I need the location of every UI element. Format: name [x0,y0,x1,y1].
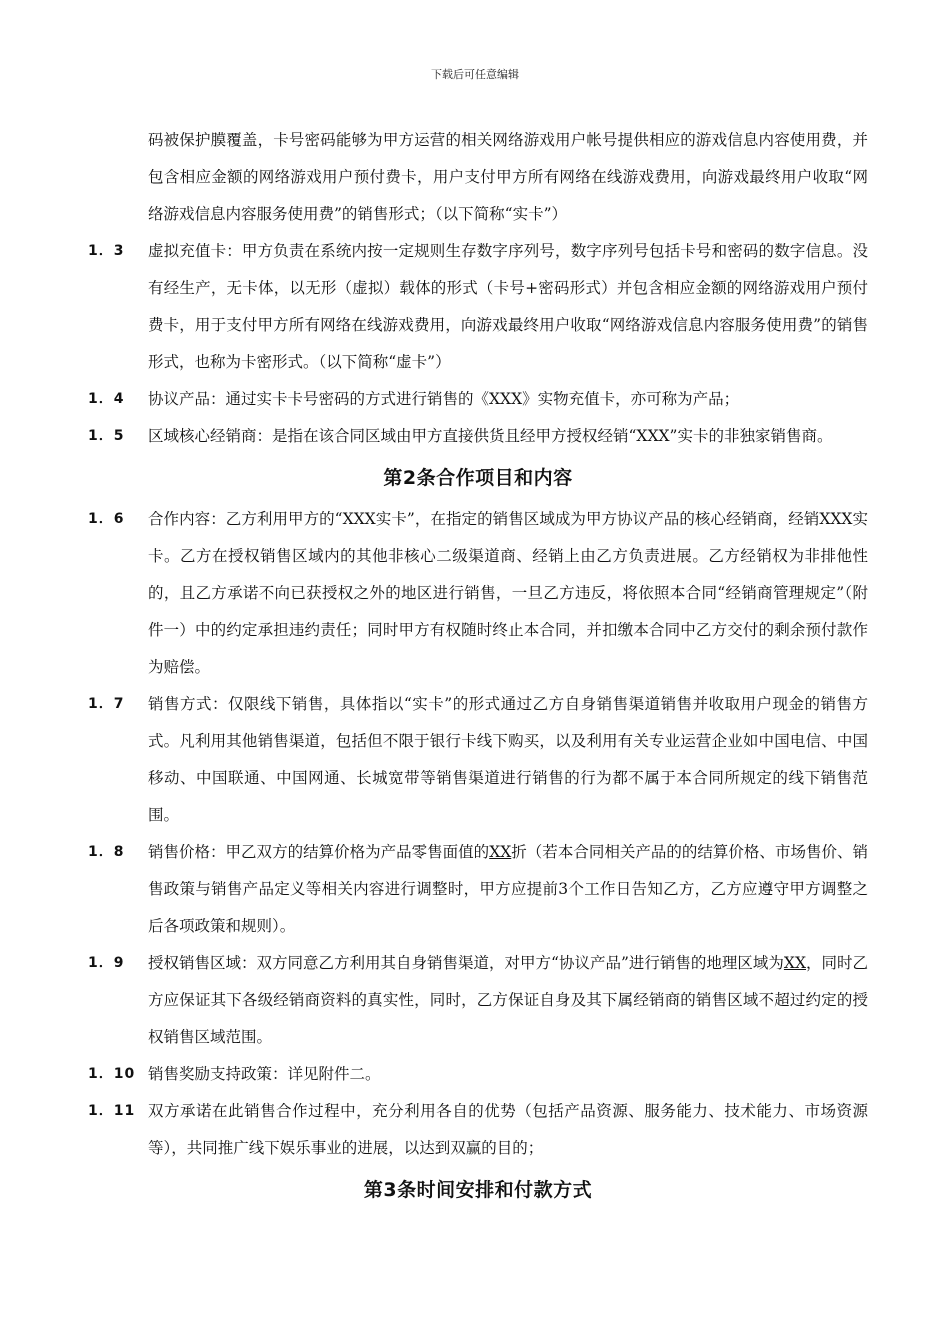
clause-text: 合作内容：乙方利用甲方的“XXX实卡”，在指定的销售区域成为甲方协议产品的核心经销商，经销XXX实卡。乙方在授权销售区域内的其他非核心二级渠道商、经销上由乙方负责进展。乙方经销权为非排他性的，且乙方承诺不向已获授权之外的地区进行销售，一旦乙方违反，将依照本合同“经销商管理规定”（附件一）中的约定承担违约责任；同时甲方有权随时终止本合同，并扣缴本合同中乙方交付的剩余预付款作为赔偿。 [148,510,868,676]
clause-number: 1．3 [88,243,125,259]
clause-text-pre: 授权销售区域：双方同意乙方利用其自身销售渠道，对甲方“协议产品”进行销售的地理区域为 [148,954,784,972]
clause-1-6 [88,501,868,686]
clause-text-post: 折（若本合同相关产品的的结算价格、市场售价、销售政策与销售产品定义等相关内容进行调整时，甲方应提前3个工作日告知乙方，乙方应遵守甲方调整之后各项政策和规则）。 [148,843,868,935]
clause-number: 1．4 [88,391,125,407]
clause-text: 虚拟充值卡：甲方负责在系统内按一定规则生存数字序列号，数字序列号包括卡号和密码的数字信息。没有经生产，无卡体，以无形（虚拟）载体的形式（卡号+密码形式）并包含相应金额的网络游戏用户预付费卡，用于支付甲方所有网络在线游戏费用，向游戏最终用户收取“网络游戏信息内容服务使用费”的销售形式，也称为卡密形式。（以下简称“虚卡”） [148,242,868,371]
clause-text: 销售奖励支持政策：详见附件二。 [148,1065,381,1083]
region-placeholder: XX [783,954,806,972]
discount-placeholder: XX [489,843,512,861]
clause-1-7 [88,686,868,834]
clause-1-8 [88,834,868,945]
clause-text: 双方承诺在此销售合作过程中，充分利用各自的优势（包括产品资源、服务能力、技术能力、市场资源等），共同推广线下娱乐事业的进展，以达到双赢的目的； [148,1102,868,1157]
page-header: 下载后可任意编辑 [431,68,519,81]
clause-1-4 [88,381,868,418]
clause-text: 区域核心经销商：是指在该合同区域由甲方直接供货且经甲方授权经销“XXX”实卡的非独家销售商。 [148,427,833,445]
clause-text-pre: 销售价格：甲乙双方的结算价格为产品零售面值的 [148,843,490,861]
clause-number: 1．6 [88,511,125,527]
clause-text-post: ，同时乙方应保证其下各级经销商资料的真实性，同时，乙方保证自身及其下属经销商的销售区域不超过约定的授权销售区域范围。 [148,954,868,1046]
clause-1-10 [88,1056,868,1093]
section-heading-2: 第2条合作项目和内容 [383,467,573,489]
clause-number: 1．9 [88,955,125,971]
clause-1-9 [88,945,868,1056]
clause-number: 1．10 [88,1066,136,1082]
intro-paragraph: 码被保护膜覆盖，卡号密码能够为甲方运营的相关网络游戏用户帐号提供相应的游戏信息内容使用费，并包含相应金额的网络游戏用户预付费卡，用户支付甲方所有网络在线游戏费用，向游戏最终用户收取“网络游戏信息内容服务使用费”的销售形式；（以下简称“实卡”） [148,131,868,223]
clause-text: 协议产品：通过实卡卡号密码的方式进行销售的《XXX》实物充值卡，亦可称为产品； [148,390,740,408]
clause-number: 1．8 [88,844,125,860]
clause-1-11 [88,1093,868,1167]
clause-text [148,834,868,945]
section-heading-3: 第3条时间安排和付款方式 [363,1179,593,1201]
clause-text [148,945,868,1056]
clause-number: 1．7 [88,696,125,712]
document-body [88,122,868,1213]
clause-text: 销售方式：仅限线下销售，具体指以“实卡”的形式通过乙方自身销售渠道销售并收取用户现金的销售方式。凡利用其他销售渠道，包括但不限于银行卡线下购买，以及利用有关专业运营企业如中国电信、中国移动、中国联通、中国网通、长城宽带等销售渠道进行销售的行为都不属于本合同所规定的线下销售范围。 [148,695,868,824]
clause-number: 1．11 [88,1103,136,1119]
clause-1-5 [88,418,868,455]
clause-1-3 [88,233,868,381]
clause-number: 1．5 [88,428,125,444]
